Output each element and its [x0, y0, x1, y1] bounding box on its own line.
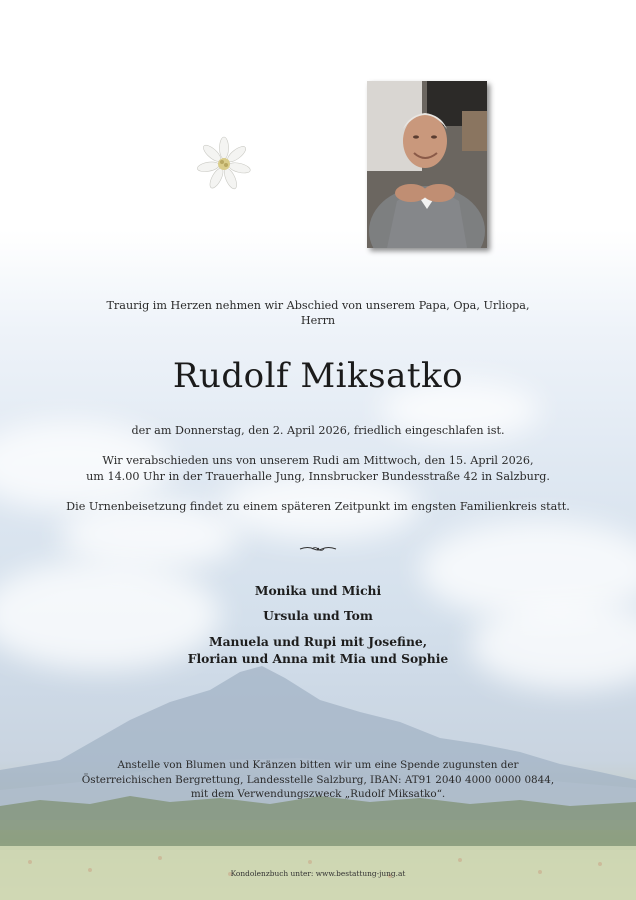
deceased-name: Rudolf Miksatko: [172, 356, 464, 396]
family-line: Manuela und Rupi mit Josefine,: [208, 634, 428, 649]
farewell-line: Wir verabschieden uns von unserem Rudi am Mittwoch, den 15. April 2026,: [102, 454, 534, 467]
ornament-divider-icon: [298, 543, 338, 555]
family-line: Ursula und Tom: [263, 608, 373, 623]
intro-line: Herrn: [300, 314, 336, 327]
donation-notice: [40, 758, 596, 802]
intro-line: Traurig im Herzen nehmen wir Abschied von unserem Papa, Opa, Urliopa,: [106, 299, 530, 312]
donation-line: mit dem Verwendungszweck „Rudolf Miksatko“.: [190, 788, 446, 800]
donation-line: Österreichischen Bergrettung, Landesstelle Salzburg, IBAN: AT91 2040 4000 0000 0844,: [81, 773, 555, 786]
condolence-footer: Kondolenzbuch unter: www.bestattung-jung.at: [230, 869, 406, 878]
family-line: Florian und Anna mit Mia und Sophie: [187, 651, 449, 666]
family-line: Monika und Michi: [254, 583, 382, 598]
donation-line: Anstelle von Blumen und Kränzen bitten wir um eine Spende zugunsten der: [117, 759, 519, 771]
farewell-line: um 14.00 Uhr in der Trauerhalle Jung, Innsbrucker Bundesstraße 42 in Salzburg.: [86, 469, 550, 483]
death-notice: der am Donnerstag, den 2. April 2026, friedlich eingeschlafen ist.: [131, 424, 505, 437]
farewell-notice: [40, 453, 596, 484]
family-group: [40, 633, 596, 667]
urn-notice: Die Urnenbeisetzung findet zu einem späteren Zeitpunkt im engsten Familienkreis statt.: [66, 500, 570, 513]
intro-text: [60, 298, 576, 328]
edelweiss-icon: [190, 132, 258, 194]
portrait-photo: [367, 81, 487, 248]
